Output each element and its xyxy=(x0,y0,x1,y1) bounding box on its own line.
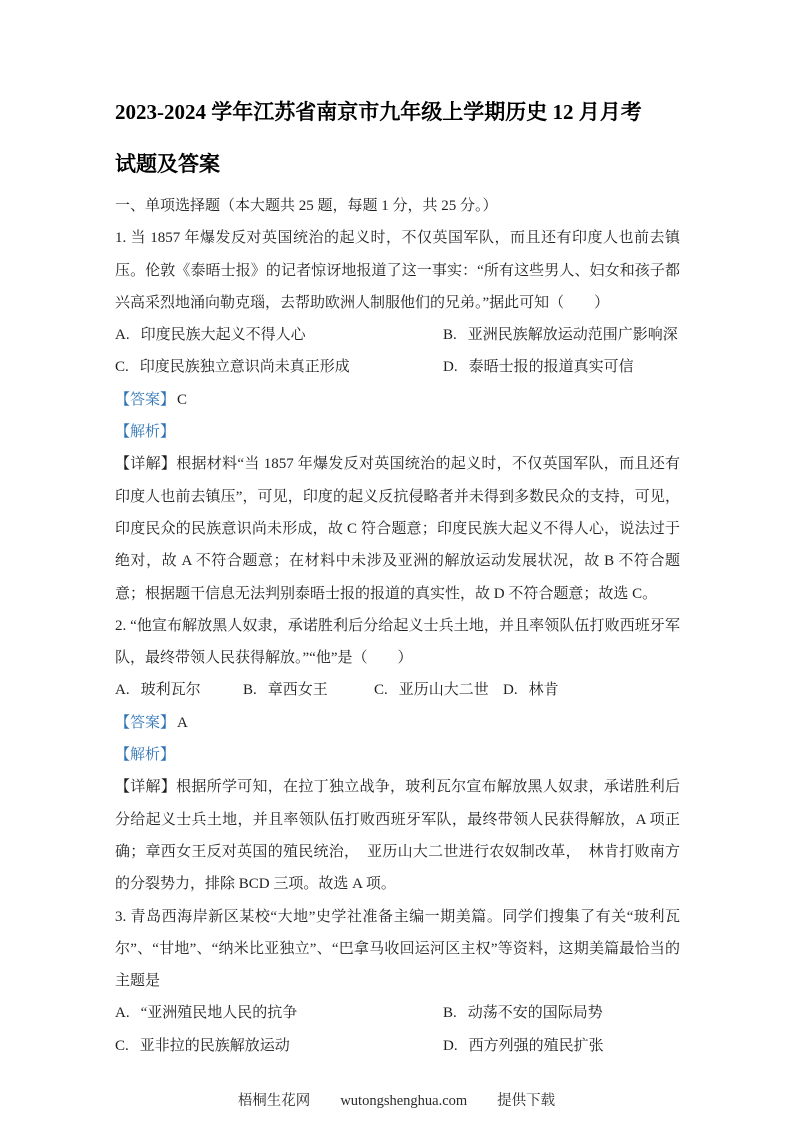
question-1 xyxy=(115,222,680,610)
option-text: 亚非拉的民族解放运动 xyxy=(139,1037,290,1054)
detail-paragraph: 【详解】根据材料“当 1857 年爆发反对英国统治的起义时，不仅英国军队，而且还有印度人也前去镇压”，可见，印度的起义反抗侵略者并未得到多数民众的支持，可见，印度民众的民族意识尚未形成，故 C 符合题意；印度民族大起义不得人心，说法过于绝对，故 A 不符合题意；在材料中未涉及亚洲的解放运动发展状况，故 B 不符合题意；根据题干信息无法判别泰晤士报的报道的真实性，故 D 不符合题意；故选 C。 xyxy=(115,456,680,602)
option-text: 印度民族大起义不得人心 xyxy=(140,327,306,344)
option-label: B. xyxy=(443,1005,457,1022)
option-text: 林肯 xyxy=(528,682,559,699)
option-label: B. xyxy=(443,327,457,344)
option-label: C. xyxy=(115,359,129,376)
answer-value: A xyxy=(177,714,188,731)
option-text: 亚洲民族解放运动范围广影响深 xyxy=(467,327,678,344)
answer-tag: 【答案】 xyxy=(115,714,176,731)
option-label: D. xyxy=(443,1037,458,1054)
option-D xyxy=(443,351,680,383)
option-B xyxy=(243,674,374,706)
answer-value: C xyxy=(177,391,188,408)
option-label: C. xyxy=(374,682,388,699)
option-label: B. xyxy=(243,682,257,699)
option-D xyxy=(443,1030,680,1062)
option-label: A. xyxy=(115,327,130,344)
option-A xyxy=(115,674,243,706)
option-text: “亚洲殖民地人民的抗争 xyxy=(140,1005,298,1022)
question-stem: 1. 当 1857 年爆发反对英国统治的起义时，不仅英国军队，而且还有印度人也前去镇压。伦敦《泰晤士报》的记者惊讶地报道了这一事实：“所有这些男人、妇女和孩子都兴高采烈地涌向勒克瑙，去帮助欧洲人制服他们的兄弟。”据此可知（ ） xyxy=(115,230,680,311)
answer-row xyxy=(115,707,680,739)
options-grid xyxy=(115,997,680,1062)
page-footer xyxy=(0,1090,793,1112)
option-C xyxy=(115,1030,443,1062)
page-title xyxy=(115,86,680,190)
option-text: 章西女王 xyxy=(267,682,328,699)
footer-site-url[interactable]: wutongshenghua.com xyxy=(340,1093,468,1109)
option-D xyxy=(503,674,680,706)
page-title-line-2: 试题及答案 xyxy=(115,152,220,176)
footer-download-text: 提供下载 xyxy=(497,1093,556,1109)
option-label: D. xyxy=(443,359,458,376)
option-text: 印度民族独立意识尚未真正形成 xyxy=(139,359,350,376)
option-label: C. xyxy=(115,1037,129,1054)
option-C xyxy=(115,351,443,383)
options-grid xyxy=(115,674,680,706)
option-text: 玻利瓦尔 xyxy=(140,682,201,699)
option-B xyxy=(443,997,680,1029)
option-text: 亚历山大二世 xyxy=(398,682,489,699)
option-text: 动荡不安的国际局势 xyxy=(467,1005,603,1022)
section-heading: 一、单项选择题（本大题共 25 题，每题 1 分，共 25 分。） xyxy=(115,198,498,214)
option-text: 泰晤士报的报道真实可信 xyxy=(468,359,634,376)
question-2 xyxy=(115,610,680,901)
question-stem: 2. “他宣布解放黑人奴隶，承诺胜利后分给起义士兵土地，并且率领队伍打败西班牙军队，最终带领人民获得解放。”“他”是（ ） xyxy=(115,617,680,667)
options-grid xyxy=(115,319,680,384)
option-B xyxy=(443,319,680,351)
question-3 xyxy=(115,901,680,1062)
footer-site-name: 梧桐生花网 xyxy=(237,1093,311,1109)
option-text: 西方列强的殖民扩张 xyxy=(468,1037,604,1054)
analysis-row xyxy=(115,416,680,448)
analysis-tag: 【解析】 xyxy=(115,747,176,764)
option-C xyxy=(374,674,503,706)
page-title-line-1: 2023-2024 学年江苏省南京市九年级上学期历史 12 月月考 xyxy=(115,100,642,124)
answer-tag: 【答案】 xyxy=(115,391,176,408)
option-label: A. xyxy=(115,1005,130,1022)
detail-paragraph: 【详解】根据所学可知，在拉丁独立战争，玻利瓦尔宣布解放黑人奴隶，承诺胜利后分给起义士兵土地，并且率领队伍打败西班牙军队，最终带领人民获得解放，A 项正确；章西女王反对英国的殖民统治， 亚历山大二世进行农奴制改革， 林肯打败南方的分裂势力，排除 BCD 三项。故选 A 项。 xyxy=(115,779,680,893)
analysis-row xyxy=(115,739,680,771)
option-A xyxy=(115,997,443,1029)
question-list xyxy=(115,222,680,1062)
option-A xyxy=(115,319,443,351)
question-stem: 3. 青岛西海岸新区某校“大地”史学社准备主编一期美篇。同学们搜集了有关“玻利瓦尔”、“甘地”、“纳米比亚独立”、“巴拿马收回运河区主权”等资料，这期美篇最恰当的主题是 xyxy=(115,908,680,990)
option-label: D. xyxy=(503,682,518,699)
analysis-tag: 【解析】 xyxy=(115,424,176,441)
answer-row xyxy=(115,384,680,416)
option-label: A. xyxy=(115,682,130,699)
